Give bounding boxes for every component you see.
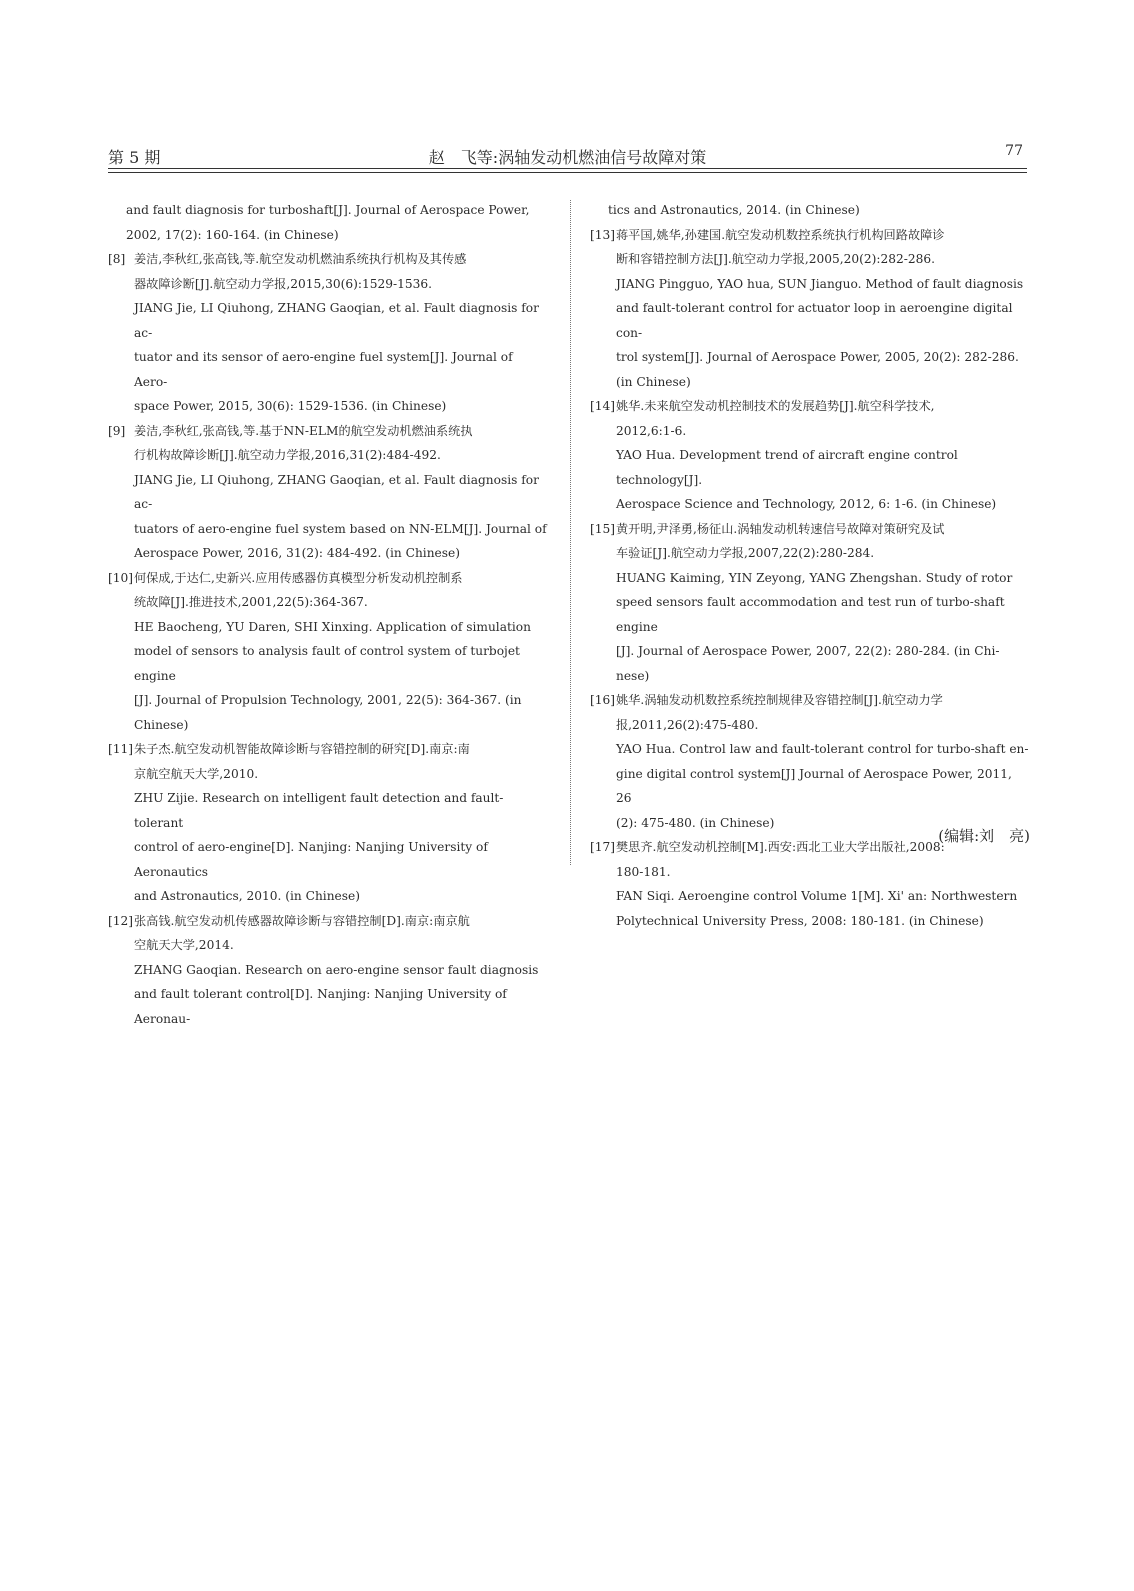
- reference-entry: [108, 909, 548, 1032]
- reference-line: 姜洁,李秋红,张高钱,等.基于NN-ELM的航空发动机燃油系统执: [134, 423, 473, 438]
- reference-line: ZHU Zijie. Research on intelligent fault detection and fault-tolerant: [134, 791, 504, 830]
- reference-number: [13]: [590, 227, 616, 242]
- reference-line: control of aero-engine[D]. Nanjing: Nanjing University of Aeronautics: [134, 840, 488, 879]
- reference-line: 180-181.: [616, 864, 671, 879]
- reference-line: [J]. Journal of Propulsion Technology, 2001, 22(5): 364-367. (in: [134, 693, 522, 707]
- left-column: [108, 198, 548, 1031]
- reference-line: 行机构故障诊断[J].航空动力学报,2016,31(2):484-492.: [134, 448, 441, 462]
- right-column: [590, 198, 1030, 933]
- reference-line: nese): [616, 668, 650, 683]
- reference-line: tuators of aero-engine fuel system based on NN-ELM[J]. Journal of: [134, 521, 547, 536]
- reference-line: and fault-tolerant control for actuator loop in aeroengine digital con-: [616, 301, 1013, 340]
- reference-number: [17]: [590, 840, 616, 854]
- reference-line: and fault tolerant control[D]. Nanjing: Nanjing University of Aeronau-: [134, 987, 507, 1026]
- reference-line: space Power, 2015, 30(6): 1529-1536. (in Chinese): [134, 399, 447, 413]
- reference-line: gine digital control system[J] Journal of Aerospace Power, 2011, 26: [616, 766, 1012, 805]
- reference-entry: [590, 223, 1030, 395]
- reference-entry: [590, 517, 1030, 689]
- reference-number: [16]: [590, 693, 616, 707]
- reference-line: 朱子杰.航空发动机智能故障诊断与容错控制的研究[D].南京:南: [134, 742, 470, 756]
- reference-line: YAO Hua. Development trend of aircraft engine control technology[J].: [616, 448, 958, 487]
- reference-line: 蒋平国,姚华,孙建国.航空发动机数控系统执行机构回路故障诊: [616, 227, 945, 242]
- reference-line: ZHANG Gaoqian. Research on aero-engine sensor fault diagnosis: [134, 962, 539, 977]
- reference-line: 器故障诊断[J].航空动力学报,2015,30(6):1529-1536.: [134, 276, 432, 291]
- reference-entry: [108, 566, 548, 738]
- reference-line: tuator and its sensor of aero-engine fuel system[J]. Journal of Aero-: [134, 350, 513, 389]
- reference-line: 报,2011,26(2):475-480.: [616, 717, 759, 732]
- reference-line: 车验证[J].航空动力学报,2007,22(2):280-284.: [616, 546, 875, 560]
- reference-line: 樊思齐.航空发动机控制[M].西安:西北工业大学出版社,2008:: [616, 840, 945, 854]
- reference-line: 姜洁,李秋红,张高钱,等.航空发动机燃油系统执行机构及其传感: [134, 252, 467, 266]
- reference-continued-line: tics and Astronautics, 2014. (in Chinese): [608, 203, 860, 217]
- reference-line: YAO Hua. Control law and fault-tolerant control for turbo-shaft en-: [616, 742, 1029, 756]
- reference-line: and Astronautics, 2010. (in Chinese): [134, 889, 360, 903]
- reference-line: 2012,6:1-6.: [616, 423, 687, 438]
- reference-line: (2): 475-480. (in Chinese): [616, 815, 775, 830]
- reference-line: 统故障[J].推进技术,2001,22(5):364-367.: [134, 595, 368, 609]
- reference-line: 姚华.未来航空发动机控制技术的发展趋势[J].航空科学技术,: [616, 399, 935, 413]
- reference-line: trol system[J]. Journal of Aerospace Power, 2005, 20(2): 282-286.: [616, 350, 1019, 364]
- reference-continued-line: and fault diagnosis for turboshaft[J]. Journal of Aerospace Power,: [126, 203, 530, 217]
- reference-entry: [590, 835, 1030, 933]
- reference-line: JIANG Jie, LI Qiuhong, ZHANG Gaoqian, et al. Fault diagnosis for ac-: [134, 301, 539, 340]
- reference-line: JIANG Jie, LI Qiuhong, ZHANG Gaoqian, et al. Fault diagnosis for ac-: [134, 472, 539, 511]
- reference-entry: [590, 394, 1030, 517]
- reference-number: [14]: [590, 399, 616, 413]
- reference-line: HUANG Kaiming, YIN Zeyong, YANG Zhengshan. Study of rotor: [616, 570, 1013, 585]
- reference-line: HE Baocheng, YU Daren, SHI Xinxing. Application of simulation: [134, 619, 531, 634]
- reference-entry: [108, 737, 548, 909]
- running-header: [108, 145, 1027, 167]
- reference-line: Aerospace Power, 2016, 31(2): 484-492. (in Chinese): [134, 546, 460, 560]
- reference-line: JIANG Pingguo, YAO hua, SUN Jianguo. Method of fault diagnosis: [616, 276, 1024, 291]
- reference-line: Polytechnical University Press, 2008: 180-181. (in Chinese): [616, 913, 984, 928]
- reference-line: 黄开明,尹泽勇,杨征山.涡轴发动机转速信号故障对策研究及试: [616, 521, 945, 536]
- header-rule-thin: [108, 172, 1027, 173]
- reference-number: [11]: [108, 742, 134, 756]
- reference-number: [8]: [108, 252, 126, 266]
- reference-entry: [108, 419, 548, 566]
- reference-line: Chinese): [134, 717, 189, 732]
- reference-line: speed sensors fault accommodation and test run of turbo-shaft engine: [616, 595, 1005, 634]
- reference-line: 张高钱.航空发动机传感器故障诊断与容错控制[D].南京:南京航: [134, 913, 470, 928]
- reference-line: 空航天大学,2014.: [134, 938, 234, 952]
- reference-number: [15]: [590, 521, 616, 536]
- reference-line: 京航空航天大学,2010.: [134, 766, 259, 781]
- reference-line: model of sensors to analysis fault of control system of turbojet engine: [134, 644, 520, 683]
- running-title: 赵 飞等:涡轴发动机燃油信号故障对策: [428, 148, 707, 167]
- reference-line: 何保成,于达仁,史新兴.应用传感器仿真模型分析发动机控制系: [134, 570, 463, 585]
- reference-number: [12]: [108, 913, 134, 928]
- column-divider: [570, 200, 571, 865]
- reference-line: 断和容错控制方法[J].航空动力学报,2005,20(2):282-286.: [616, 252, 936, 266]
- reference-line: 姚华.涡轴发动机数控系统控制规律及容错控制[J].航空动力学: [616, 693, 943, 707]
- reference-entry: [108, 247, 548, 419]
- reference-line: Aerospace Science and Technology, 2012, 6: 1-6. (in Chinese): [616, 497, 997, 511]
- editor-credit: (编辑:刘 亮): [938, 827, 1030, 845]
- reference-line: (in Chinese): [616, 374, 691, 389]
- reference-entry: [590, 688, 1030, 835]
- reference-number: [9]: [108, 423, 126, 438]
- reference-line: [J]. Journal of Aerospace Power, 2007, 22(2): 280-284. (in Chi-: [616, 644, 1000, 658]
- reference-line: FAN Siqi. Aeroengine control Volume 1[M]. Xi' an: Northwestern: [616, 889, 1018, 903]
- header-rule-thick: [108, 168, 1027, 169]
- reference-number: [10]: [108, 570, 134, 585]
- reference-continued-line: 2002, 17(2): 160-164. (in Chinese): [126, 227, 339, 242]
- page-number: 77: [1005, 143, 1023, 159]
- issue-number: 第 5 期: [108, 148, 161, 167]
